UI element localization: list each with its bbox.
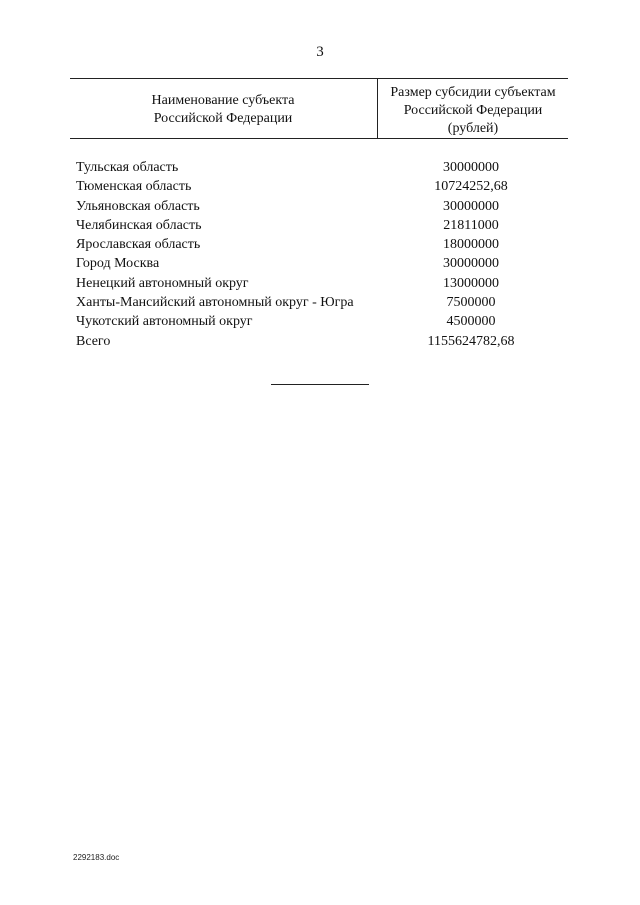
subject-name: Тульская область — [76, 160, 179, 175]
header-subsidy-amount — [378, 84, 568, 138]
subsidy-amount: 7500000 — [446, 295, 496, 311]
subsidy-amount: 30000000 — [443, 160, 499, 175]
header-subsidy-amount-line: (рублей) — [447, 121, 499, 136]
table-row — [76, 254, 566, 273]
table-top-rule — [70, 78, 568, 79]
table-row — [76, 312, 566, 331]
header-subject-name-line: Российской Федерации — [153, 111, 293, 126]
subject-name: Ярославская область — [76, 237, 201, 253]
table-row — [76, 235, 566, 254]
table-row-total — [76, 332, 566, 351]
subject-name: Ульяновская область — [76, 198, 200, 214]
subject-name: Чукотский автономный округ — [76, 314, 253, 330]
subject-name: Челябинская область — [76, 217, 202, 233]
header-subsidy-amount-line: Размер субсидии субъектам — [390, 85, 556, 100]
page-number: 3 — [316, 44, 324, 60]
subject-name: Город Москва — [76, 256, 160, 272]
table-row — [76, 177, 566, 196]
header-subsidy-amount-line: Российской Федерации — [403, 103, 543, 118]
total-label: Всего — [76, 333, 111, 349]
subject-name: Ненецкий автономный округ — [76, 275, 249, 291]
header-subject-name-line: Наименование субъекта — [151, 93, 295, 108]
subsidy-amount: 30000000 — [443, 198, 499, 214]
end-of-document-line — [271, 384, 369, 385]
total-amount: 1155624782,68 — [427, 333, 515, 349]
table-row — [76, 216, 566, 235]
subsidy-amount: 4500000 — [446, 314, 496, 330]
subsidy-amount: 13000000 — [443, 275, 499, 291]
subject-name: Ханты-Мансийский автономный округ - Югра — [76, 295, 354, 311]
table-row — [76, 293, 566, 312]
table-row — [76, 158, 566, 177]
header-subject-name — [70, 92, 376, 128]
table-header-rule — [70, 138, 568, 139]
subsidy-amount: 21811000 — [443, 217, 499, 233]
table-row — [76, 274, 566, 293]
subsidy-amount: 30000000 — [443, 256, 499, 272]
subject-name: Тюменская область — [76, 179, 192, 195]
document-file-reference: 2292183.doc — [73, 853, 120, 862]
subsidy-amount: 10724252,68 — [434, 179, 508, 195]
subsidy-amount: 18000000 — [443, 237, 499, 253]
table-body — [76, 158, 566, 351]
table-row — [76, 197, 566, 216]
